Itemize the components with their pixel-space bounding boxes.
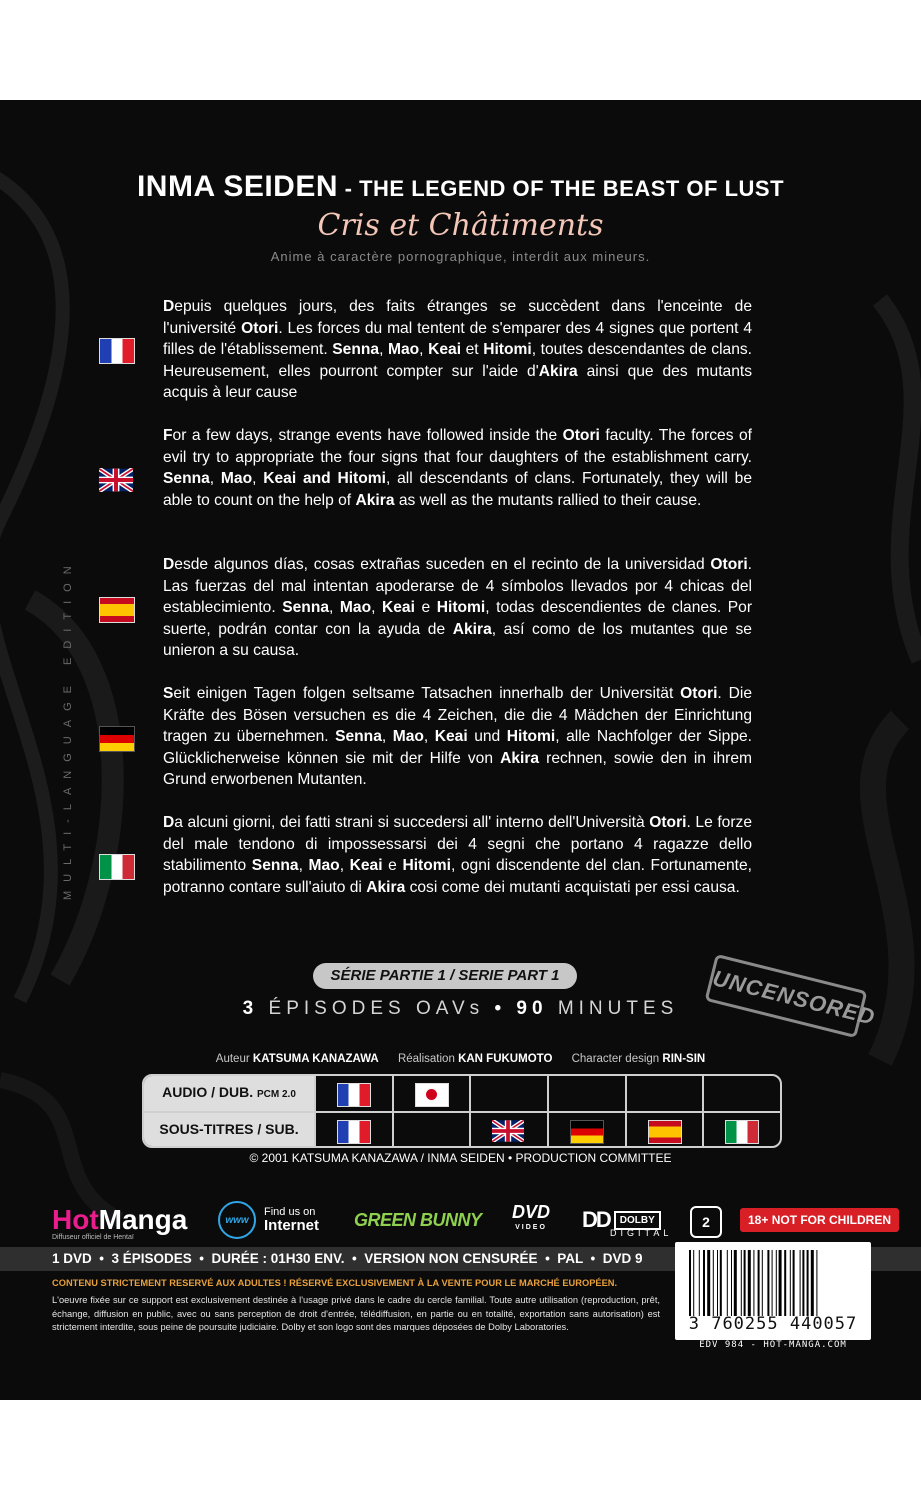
- green-bunny-logo: GREEN BUNNY: [354, 1209, 482, 1230]
- german-flag-icon: [99, 726, 135, 752]
- barcode-bars-icon: [689, 1250, 857, 1316]
- audio-header: AUDIO / DUB. PCM 2.0: [144, 1076, 316, 1111]
- synopsis-it: Da alcuni giorni, dei fatti strani si succedersi all' interno dell'Università Otori. Le forze del male tendono di impossessarsi dei 4 segni che portano 4 ragazze dello stabilimento Senna, Mao, Keai e Hitomi, ogni discendente del clan. Fortunamente, potranno contare sull'aiuto di Akira cosi come dei mutanti acquistati per essi causa.: [163, 814, 752, 896]
- subs-cell: [316, 1113, 394, 1148]
- adult-notice: CONTENU STRICTEMENT RESERVÉ AUX ADULTES ! RÉSERVÉ EXCLUSIVEMENT À LA VENTE POUR LE MARCHÉ EUROPÉEN.: [52, 1278, 618, 1288]
- uncensored-stamp: UNCENSORED: [705, 954, 868, 1038]
- subtitles-header: SOUS-TITRES / SUB.: [144, 1113, 316, 1148]
- french-flag-icon: [337, 1120, 371, 1144]
- synopsis-de: Seit einigen Tagen folgen seltsame Tatsachen innerhalb der Universität Otori. Die Kräfte des Bösen versuchen es die 4 Zeichen, die die 4 Mädchen der Einrichtung tragen zu übernehmen. Senna, Mao, Keai und Hitomi, alle Nachfolger der Sippe. Glücklicherweise können sie mit der Hilfe von Akira rechnen, sowie den in ihrem Grund erworbenen Mutanten.: [163, 685, 752, 788]
- subs-cell: [627, 1113, 705, 1148]
- dvd-video-logo: DVD VIDEO: [512, 1202, 551, 1231]
- uk-flag-icon: [99, 468, 133, 492]
- barcode: [675, 1242, 871, 1340]
- subtitle: Cris et Châtiments: [317, 208, 604, 243]
- german-flag-icon: [570, 1120, 604, 1144]
- main-title: INMA SEIDEN - THE LEGEND OF THE BEAST OF LUST: [136, 170, 785, 203]
- italian-flag-icon: [725, 1120, 759, 1144]
- episodes-line: 3 ÉPISODES OAVs • 90 MINUTES: [242, 998, 679, 1019]
- subs-cell: [471, 1113, 549, 1148]
- series-part-pill: SÉRIE PARTIE 1 / SERIE PART 1: [313, 963, 577, 989]
- age-warning: Anime à caractère pornographique, interdit aux mineurs.: [270, 249, 651, 264]
- credits-line: Auteur KATSUMA KANAZAWA Réalisation KAN FUKUMOTO Character design RIN-SIN: [215, 1053, 706, 1065]
- title-block: [0, 170, 921, 264]
- synopsis-es: Desde algunos días, cosas extrañas suceden en el recinto de la universidad Otori. Las fuerzas del mal intentan apoderarse de 4 símbolos llevados por 4 chicas del establecimiento. Senna, Mao, Keai e Hitomi, todas descendientes de clanes. Por suerte, podrán contar con la ayuda de Akira, así como de los mutantes que se unieron a su causa.: [163, 556, 753, 659]
- legal-notice: L'oeuvre fixée sur ce support est exclusivement destinée à l'usage privé dans le cadre du cercle familial. Toute autre utilisation (reproduction, prêt, échange, diffusion en public, avec ou sans perception de droit d'entrée, télédiffusion, en partie ou en totalité, exportation sans autorisation) est strictement interdite, sous peine de poursuite judiciaire. Dolby et son logo sont des marques déposées de Dolby Laboratories.: [52, 1295, 660, 1333]
- subtitles-row: [144, 1113, 780, 1148]
- website-logo: www Find us on Internet: [218, 1200, 319, 1240]
- hotmanga-logo: Hot Manga Diffuseur officiel de Hentaï: [52, 1204, 188, 1241]
- title-tagline: - THE LEGEND OF THE BEAST OF LUST: [338, 176, 785, 201]
- specs-bar: 1 DVD • 3 ÉPISODES • DURÉE : 01H30 ENV. • VERSION NON CENSURÉE • PAL • DVD 9: [0, 1247, 921, 1271]
- dolby-digital-logo: DD DOLBY DIGITAL: [582, 1207, 673, 1238]
- audio-cell: [549, 1076, 627, 1111]
- copyright-line: © 2001 KATSUMA KANAZAWA / INMA SEIDEN • PRODUCTION COMMITTEE: [249, 1151, 672, 1165]
- audio-cell: [627, 1076, 705, 1111]
- audio-cell: [704, 1076, 780, 1111]
- italian-flag-icon: [99, 854, 135, 880]
- dolby-dd-icon: DD: [582, 1207, 610, 1232]
- audio-cell: [471, 1076, 549, 1111]
- spanish-flag-icon: [99, 597, 135, 623]
- french-flag-icon: [99, 338, 135, 364]
- audio-cell: [394, 1076, 472, 1111]
- synopsis-fr: Depuis quelques jours, des faits étranges se succèdent dans l'enceinte de l'université Otori. Les forces du mal tentent de s'emparer des 4 signes que portent 4 filles de l'établissement. Senna, Mao, Keai et Hitomi, toutes descendantes de clans. Heureusement, elles pourront compter sur l'aide d'Akira ainsi que des mutants acquis à leur cause: [163, 298, 753, 401]
- catalog-reference: EDV 984 - HOT-MANGA.COM: [699, 1340, 847, 1350]
- subs-cell: [394, 1113, 472, 1148]
- age-rating-badge: 18+ NOT FOR CHILDREN: [740, 1208, 899, 1232]
- spanish-flag-icon: [648, 1120, 682, 1144]
- dvd-back-cover: [0, 100, 921, 1400]
- side-edition-text: MULTI-LANGUAGE EDITION: [62, 557, 74, 900]
- globe-icon: www: [218, 1201, 256, 1239]
- logo-strip: [0, 1200, 921, 1244]
- region-zone-icon: 2: [690, 1206, 722, 1238]
- subs-cell: [704, 1113, 780, 1148]
- uk-flag-icon: [492, 1120, 524, 1142]
- subs-cell: [549, 1113, 627, 1148]
- audio-row: [144, 1076, 780, 1113]
- french-flag-icon: [337, 1083, 371, 1107]
- japanese-flag-icon: [415, 1083, 449, 1107]
- language-table: [142, 1074, 782, 1148]
- audio-cell: [316, 1076, 394, 1111]
- synopsis-en: For a few days, strange events have followed inside the Otori faculty. The forces of evil try to appropriate the four signs that four daughters of the establishment carry. Senna, Mao, Keai and Hitomi, all descendants of clans. Fortunately, they will be able to count on the help of Akira as well as the mutants rallied to their cause.: [163, 427, 753, 509]
- barcode-number: 3 760255 440057: [688, 1314, 858, 1334]
